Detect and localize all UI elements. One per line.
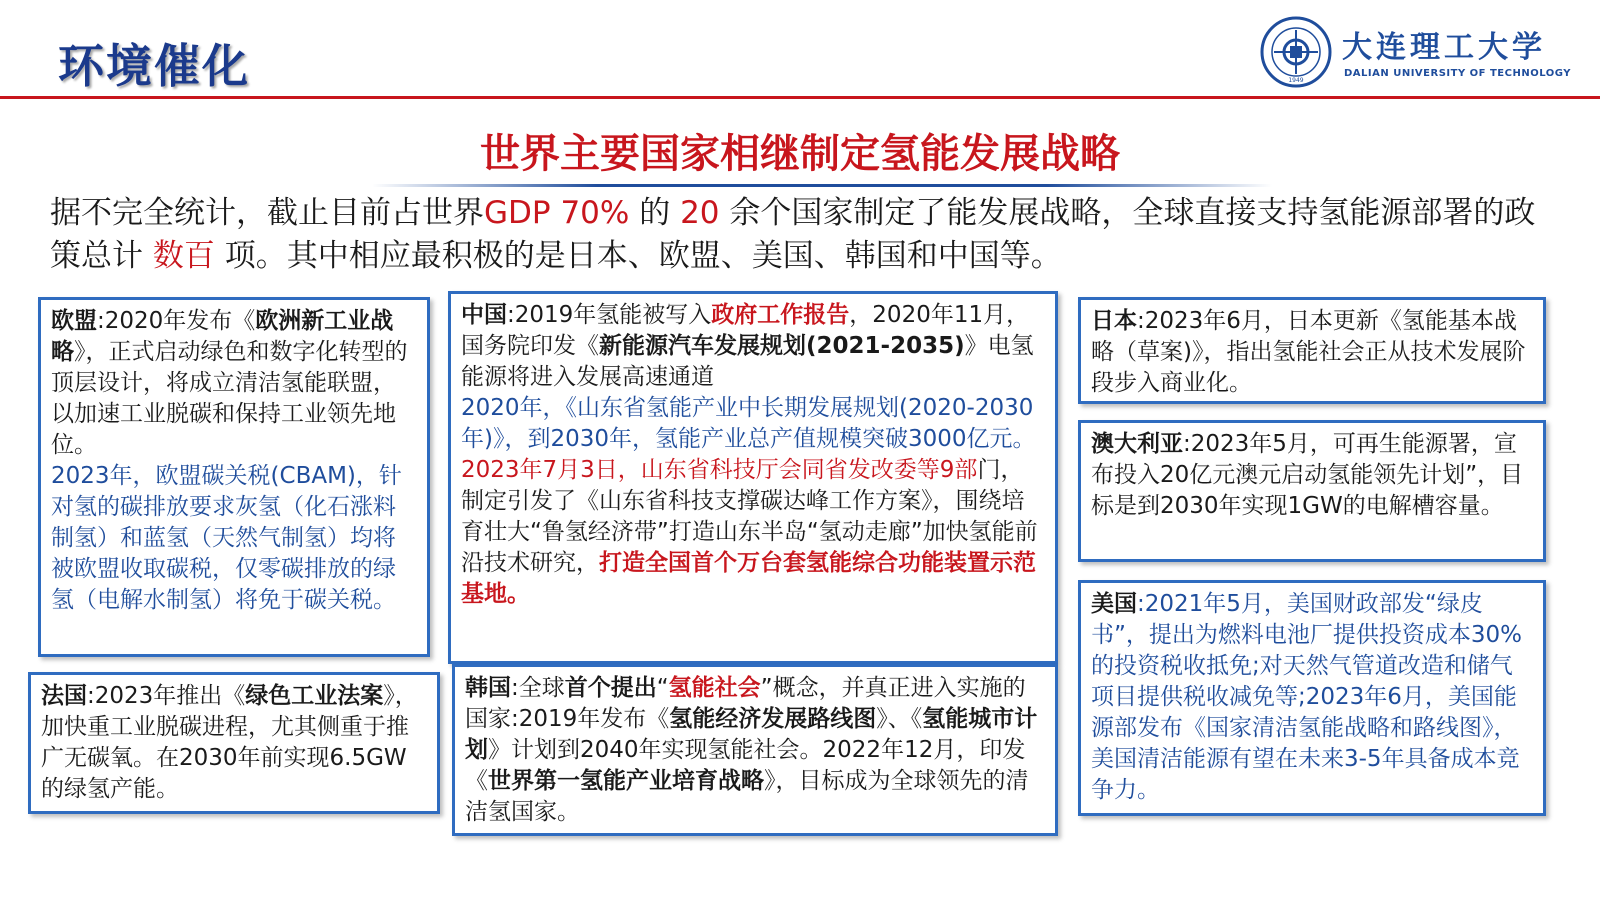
university-name-en: DALIAN UNIVERSITY OF TECHNOLOGY [1344,68,1571,79]
eu-cbam-text: 2023年，欧盟碳关税(CBAM)，针对氢的碳排放要求灰氢（化石涨料制氢）和蓝氢（天然气制氢）均将被欧盟收取碳税，仅零碳排放的绿氢（电解水制氢）将免于碳关税。 [51,463,402,613]
france-text: 法国:2023年推出《绿色工业法案》，加快重工业脱碳进程，尤其侧重于推广无碳氧。在2030年前实现6.5GW的绿氢产能。 [41,683,418,802]
intro-text-4: 项。其中相应最积极的是日本、欧盟、美国、韩国和中国等。 [214,238,1062,274]
china-card [448,291,1058,664]
university-logo [1260,16,1590,90]
intro-text-2: 的 [629,195,681,231]
japan-name: 日本 [1091,308,1137,334]
university-name-cn: 大连理工大学 [1342,30,1546,65]
intro-gdp: GDP 70% [484,195,630,231]
intro-text-1: 据不完全统计，截止目前占世界 [50,195,484,231]
title-underline [372,184,1272,187]
australia-text: 澳大利亚:2023年5月，可再生能源署，宣布投入20亿元澳元启动氢能领先计划”，目标是到2030年实现1GW的电解槽容量。 [1091,431,1524,519]
usa-name: 美国 [1091,591,1137,617]
china-demo-base: 打造全国首个万台套氢能综合功能装置示范基地。 [461,550,1036,607]
france-name: 法国 [41,683,87,709]
australia-name: 澳大利亚 [1091,431,1183,457]
japan-text: 日本:2023年6月，日本更新《氢能基本战略（草案)》，指出氢能社会正从技术发展阶段步入商业化。 [1091,308,1526,396]
usa-text: 美国:2021年5月，美国财政部发“绿皮书”，提出为燃料电池厂提供投资成本30%的投资税收抵免;对天然气管道改造和储气项目提供税收减免等;2023年6月，美国能源部发布《国家清洁氢能战略和路线图》，美国清洁能源有望在未来3-5年具备成本竞争力。 [1091,591,1523,803]
page-header-title: 环境催化 [58,39,250,93]
intro-policy-count: 数百 [152,238,215,274]
svg-text:1949: 1949 [1288,77,1304,84]
eu-strategy-name: 欧洲新工业战略 [51,308,394,365]
intro-paragraph [50,192,1560,278]
intro-text-3: 余个国家制定了能发展战略，全球直接支持氢能源部署的政策总计 [50,195,1536,274]
france-act-name: 绿色工业法案 [245,683,384,709]
france-card [28,672,440,814]
korea-name: 韩国 [465,675,511,701]
china-name: 中国 [461,302,507,328]
china-shandong-plan: 2020年，《山东省氢能产业中长期发展规划(2020-2030年)》，到2030年，氢能产业总产值规模突破3000亿元。 [461,395,1036,452]
korea-hydrogen-society: 氢能社会 [668,675,761,701]
korea-card [452,664,1058,836]
header-divider [0,96,1600,99]
intro-country-count: 20 [680,195,720,231]
korea-text: 韩国:全球首个提出“氢能社会”概念，并真正进入实施的国家:2019年发布《氢能经济发展路线图》、《氢能城市计划》计划到2040年实现氢能社会。2022年12月，印发《世界第一氢能产业培育战略》，目标成为全球领先的清洁氢国家。 [465,675,1038,825]
china-text: 中国:2019年氢能被写入政府工作报告，2020年11月，国务院印发《新能源汽车发展规划(2021-2035)》电氢能源将进入发展高速通道 [461,302,1034,390]
australia-card [1078,420,1546,562]
china-nev-plan: 新能源汽车发展规划(2021-2035) [599,333,965,359]
slide-title: 世界主要国家相继制定氢能发展战略 [480,131,1120,177]
china-gov-report: 政府工作报告 [711,302,850,328]
eu-card [38,297,430,657]
university-seal-icon [1260,16,1332,88]
eu-text: 欧盟:2020年发布《欧洲新工业战略》，正式启动绿色和数字化转型的顶层设计，将成立清洁氢能联盟，以加速工业脱碳和保持工业领先地位。 [51,308,408,458]
japan-card [1078,297,1546,404]
china-shandong-2023: 2023年7月3日，山东省科技厅会同省发改委等9部门，制定引发了《山东省科技支撑碳达峰工作方案》，围绕培育壮大“鲁氢经济带”打造山东半岛“氢动走廊”加快氢能前沿技术研究，打造全国首个万台套氢能综合功能装置示范基地。 [461,457,1038,607]
usa-card [1078,580,1546,816]
eu-name: 欧盟 [51,308,97,334]
